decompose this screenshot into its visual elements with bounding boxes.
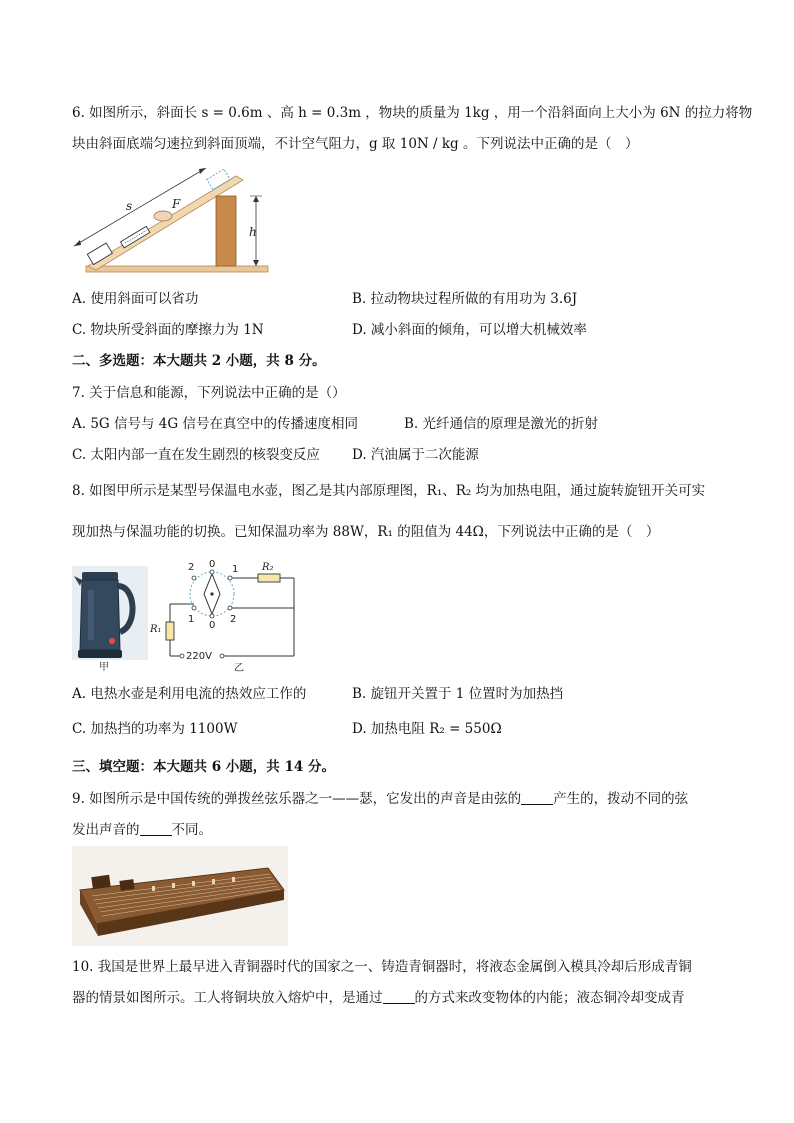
incline-figure <box>68 168 278 278</box>
q10-blank-1[interactable] <box>383 989 415 1004</box>
contact-2-top: 2 <box>188 562 195 573</box>
q8-option-a: A. 电热水壶是利用电流的热效应工作的 <box>72 686 307 702</box>
q7-stem: 7. 关于信息和能源，下列说法中正确的是（） <box>72 385 346 401</box>
q6-option-a: A. 使用斜面可以省功 <box>72 291 199 307</box>
section-heading-fill-blank: 三、填空题：本大题共 6 小题，共 14 分。 <box>72 759 335 775</box>
contact-2-bottom: 2 <box>230 614 237 625</box>
incline-h-label: h <box>249 225 257 239</box>
circuit-r1-label: R₁ <box>150 624 162 635</box>
contact-1-bottom: 1 <box>188 614 195 625</box>
q7-option-d: D. 汽油属于二次能源 <box>352 447 479 463</box>
q9-stem-line1 <box>72 789 688 809</box>
q10-text-1: 器的情景如图所示。工人将铜块放入熔炉中，是通过 <box>72 990 383 1006</box>
contact-1-top: 1 <box>232 564 239 575</box>
contact-0-top: 0 <box>209 560 216 570</box>
circuit-figure <box>148 560 298 674</box>
q6-option-c: C. 物块所受斜面的摩擦力为 1N <box>72 322 264 338</box>
q8-stem-line2: 现加热与保温功能的切换。已知保温功率为 88W，R₁ 的阻值为 44Ω，下列说法中正确的是（ ） <box>72 524 660 540</box>
kettle-figure <box>72 566 148 674</box>
q10-stem-line2 <box>72 988 685 1008</box>
q9-text-1: 9. 如图所示是中国传统的弹拨丝弦乐器之一——瑟，它发出的声音是由弦的 <box>72 791 522 807</box>
kettle-caption: 甲 <box>99 662 109 673</box>
q8-option-b: B. 旋钮开关置于 1 位置时为加热挡 <box>352 686 564 702</box>
q10-text-2: 的方式来改变物体的内能；液态铜冷却变成青 <box>414 990 685 1006</box>
q9-blank-1[interactable] <box>521 790 553 805</box>
q7-option-c: C. 太阳内部一直在发生剧烈的核裂变反应 <box>72 447 320 463</box>
q9-stem-line2 <box>72 820 212 840</box>
q8-option-d: D. 加热电阻 R₂ = 550Ω <box>352 721 502 737</box>
q6-stem-line1: 6. 如图所示，斜面长 s = 0.6m 、高 h = 0.3m ，物块的质量为 1kg ，用一个沿斜面向上大小为 6N 的拉力将物 <box>72 105 753 121</box>
supply-voltage-label: 220V <box>186 651 212 662</box>
q10-stem-line1: 10. 我国是世界上最早进入青铜器时代的国家之一、铸造青铜器时，将液态金属倒入模具冷却后形成青铜 <box>72 959 692 975</box>
contact-0-bottom: 0 <box>209 620 216 631</box>
q9-text-2: 产生的，拨动不同的弦 <box>553 791 689 807</box>
q9-text-4: 不同。 <box>171 822 212 838</box>
q8-option-c: C. 加热挡的功率为 1100W <box>72 721 238 737</box>
section-heading-multi-choice: 二、多选题：本大题共 2 小题，共 8 分。 <box>72 353 326 369</box>
q8-stem-line1: 8. 如图甲所示是某型号保温电水壶，图乙是其内部原理图，R₁、R₂ 均为加热电阻，通过旋转旋钮开关可实 <box>72 483 706 499</box>
q7-option-b: B. 光纤通信的原理是激光的折射 <box>404 416 599 432</box>
circuit-caption: 乙 <box>234 663 244 674</box>
incline-f-label: F <box>172 197 181 211</box>
incline-s-label: s <box>126 199 133 213</box>
q9-text-3: 发出声音的 <box>72 822 140 838</box>
se-instrument-photo <box>72 846 288 946</box>
q6-option-b: B. 拉动物块过程所做的有用功为 3.6J <box>352 291 578 307</box>
circuit-r2-label: R₂ <box>262 562 274 573</box>
q7-option-a: A. 5G 信号与 4G 信号在真空中的传播速度相同 <box>72 416 358 432</box>
q9-blank-2[interactable] <box>140 821 172 836</box>
q6-option-d: D. 减小斜面的倾角，可以增大机械效率 <box>352 322 587 338</box>
q6-stem-line2: 块由斜面底端匀速拉到斜面顶端，不计空气阻力，g 取 10N / kg 。下列说法中正确的是（ ） <box>72 136 639 152</box>
